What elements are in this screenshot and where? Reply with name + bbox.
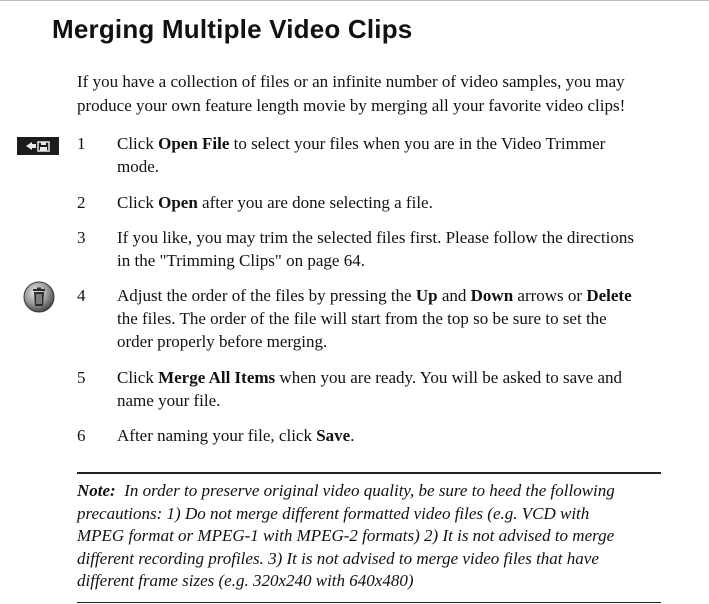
bold-term: Save <box>316 426 351 445</box>
text: Click <box>117 193 159 212</box>
bold-term: Down <box>470 286 514 305</box>
trash-icon <box>23 281 55 313</box>
step-text-line: If you like, you may trim the selected files first. Please follow the directions <box>117 228 634 247</box>
bold-term: Merge All Items <box>158 368 276 387</box>
step-number: 5 <box>77 368 86 387</box>
text: Click <box>117 368 159 387</box>
step-text-line <box>117 366 697 389</box>
text: Adjust the order of the files by pressing the <box>117 286 416 305</box>
note-box <box>77 480 677 593</box>
text: Click <box>117 134 159 153</box>
step-number: 6 <box>77 426 86 445</box>
step-number: 1 <box>77 134 86 153</box>
text: and <box>437 286 471 305</box>
note-line: precautions: 1) Do not merge different formatted video files (e.g. VCD with <box>77 503 590 523</box>
text: . <box>350 426 355 445</box>
page-title: Merging Multiple Video Clips <box>52 14 413 44</box>
step-text-line <box>117 132 697 155</box>
intro-line: produce your own feature length movie by merging all your favorite video clips! <box>77 96 626 115</box>
note-line <box>77 480 677 503</box>
open-file-icon <box>17 137 59 155</box>
step-text-line <box>117 191 697 214</box>
note-line: MPEG format or MPEG-1 with MPEG-2 formats) 2) It is not advised to merge <box>77 526 615 545</box>
step-number: 2 <box>77 193 86 212</box>
step-text-line: name your file. <box>117 391 221 410</box>
text: when you are ready. You will be asked to save and <box>275 368 623 387</box>
text: After naming your file, click <box>117 426 317 445</box>
step-text-line: in the "Trimming Clips" on page 64. <box>117 251 365 270</box>
step-text-line: the files. The order of the file will start from the top so be sure to set the <box>117 309 607 328</box>
bold-term: Open <box>158 193 198 212</box>
bold-term: Open File <box>158 134 230 153</box>
step-text-line <box>117 284 697 307</box>
note-bottom-rule <box>77 602 661 603</box>
top-rule <box>0 0 709 1</box>
intro-paragraph <box>77 70 697 118</box>
text: after you are done selecting a file. <box>197 193 433 212</box>
step-text-line <box>117 424 697 447</box>
step-text-line: order properly before merging. <box>117 332 328 351</box>
step-number: 3 <box>77 228 86 247</box>
text: to select your files when you are in the Video Trimmer <box>229 134 606 153</box>
note-line: different recording profiles. 3) It is not advised to merge video files that have <box>77 548 599 568</box>
step-text-line: mode. <box>117 157 160 176</box>
text: arrows or <box>513 286 587 305</box>
bold-term: Delete <box>586 286 632 305</box>
bold-term: Up <box>415 286 438 305</box>
note-line: different frame sizes (e.g. 320x240 with 640x480) <box>77 571 414 590</box>
text: In order to preserve original video quality, be sure to heed the following <box>115 481 615 500</box>
intro-line: If you have a collection of files or an infinite number of video samples, you may <box>77 72 625 91</box>
note-label: Note: <box>77 481 116 500</box>
step-number: 4 <box>77 286 86 305</box>
note-top-rule <box>77 472 661 474</box>
